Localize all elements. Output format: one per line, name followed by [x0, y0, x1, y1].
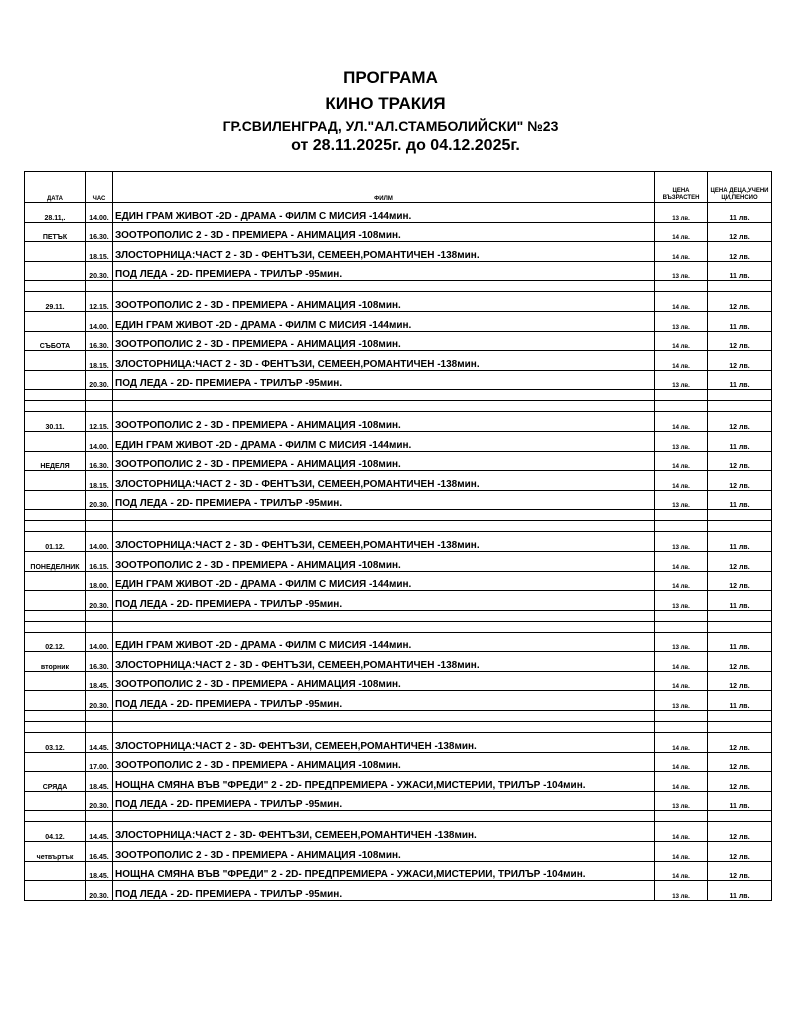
date-cell: [25, 691, 86, 711]
price-child-cell: 11 лв.: [708, 203, 772, 223]
time-cell: 18.45.: [86, 772, 113, 792]
table-row: [25, 691, 772, 711]
time-cell: 14.00.: [86, 632, 113, 652]
table-row: [25, 842, 772, 862]
price-adult-cell: [655, 401, 708, 412]
date-cell: [25, 752, 86, 772]
price-adult-cell: 14 лв.: [655, 551, 708, 571]
time-cell: [86, 401, 113, 412]
table-row: [25, 571, 772, 591]
table-row: [25, 811, 772, 822]
price-child-cell: 12 лв.: [708, 822, 772, 842]
price-adult-cell: [655, 510, 708, 521]
table-row: [25, 861, 772, 881]
date-cell: 04.12.: [25, 822, 86, 842]
price-adult-cell: [655, 621, 708, 632]
date-cell: [25, 431, 86, 451]
column-header-time: ЧАС: [86, 172, 113, 203]
time-cell: 16.30.: [86, 652, 113, 672]
date-cell: 28.11,.: [25, 203, 86, 223]
date-cell: [25, 490, 86, 510]
price-adult-cell: 13 лв.: [655, 261, 708, 281]
date-cell: [25, 861, 86, 881]
price-adult-cell: 14 лв.: [655, 671, 708, 691]
time-cell: [86, 811, 113, 822]
table-row: [25, 412, 772, 432]
price-adult-cell: 14 лв.: [655, 451, 708, 471]
film-cell: [113, 610, 655, 621]
price-adult-cell: 13 лв.: [655, 591, 708, 611]
price-adult-cell: 14 лв.: [655, 861, 708, 881]
cinema-name: КИНО ТРАКИЯ: [325, 94, 446, 113]
film-cell: НОЩНА СМЯНА ВЪВ "ФРЕДИ" 2 - 2D- ПРЕДПРЕМИЕРА - УЖАСИ,МИСТЕРИИ, ТРИЛЪР -104мин.: [113, 861, 655, 881]
time-cell: 12.15.: [86, 412, 113, 432]
date-cell: [25, 242, 86, 262]
price-child-cell: 11 лв.: [708, 431, 772, 451]
table-row: [25, 242, 772, 262]
table-row: [25, 401, 772, 412]
date-cell: 02.12.: [25, 632, 86, 652]
table-row: [25, 591, 772, 611]
film-cell: ЗООТРОПОЛИС 2 - 3D - ПРЕМИЕРА - АНИМАЦИЯ -108мин.: [113, 292, 655, 312]
time-cell: 18.15.: [86, 351, 113, 371]
price-adult-cell: 13 лв.: [655, 203, 708, 223]
price-adult-cell: [655, 281, 708, 292]
film-cell: ЗООТРОПОЛИС 2 - 3D - ПРЕМИЕРА - АНИМАЦИЯ -108мин.: [113, 842, 655, 862]
table-row: [25, 281, 772, 292]
price-adult-cell: 13 лв.: [655, 632, 708, 652]
price-child-cell: 12 лв.: [708, 351, 772, 371]
table-row: [25, 311, 772, 331]
time-cell: [86, 621, 113, 632]
price-child-cell: 12 лв.: [708, 571, 772, 591]
time-cell: [86, 281, 113, 292]
date-cell: [25, 571, 86, 591]
column-header-film: ФИЛМ: [113, 172, 655, 203]
date-cell: [25, 610, 86, 621]
price-adult-cell: 14 лв.: [655, 822, 708, 842]
price-child-cell: [708, 401, 772, 412]
film-cell: ЗЛОСТОРНИЦА:ЧАСТ 2 - 3D - ФЕНТЪЗИ, СЕМЕЕН,РОМАНТИЧЕН -138мин.: [113, 242, 655, 262]
film-cell: [113, 281, 655, 292]
date-cell: [25, 711, 86, 722]
table-row: [25, 733, 772, 753]
table-row: [25, 222, 772, 242]
table-row: [25, 471, 772, 491]
date-cell: [25, 261, 86, 281]
film-cell: ЗЛОСТОРНИЦА:ЧАСТ 2 - 3D - ФЕНТЪЗИ, СЕМЕЕН,РОМАНТИЧЕН -138мин.: [113, 532, 655, 552]
table-row: [25, 791, 772, 811]
film-cell: ЗЛОСТОРНИЦА:ЧАСТ 2 - 3D - ФЕНТЪЗИ, СЕМЕЕН,РОМАНТИЧЕН -138мин.: [113, 351, 655, 371]
table-row: [25, 331, 772, 351]
price-adult-cell: 14 лв.: [655, 571, 708, 591]
price-adult-cell: 14 лв.: [655, 412, 708, 432]
price-child-cell: [708, 722, 772, 733]
time-cell: 20.30.: [86, 261, 113, 281]
time-cell: [86, 711, 113, 722]
price-child-cell: [708, 711, 772, 722]
film-cell: ПОД ЛЕДА - 2D- ПРЕМИЕРА - ТРИЛЪР -95мин.: [113, 791, 655, 811]
price-child-cell: 12 лв.: [708, 292, 772, 312]
price-adult-cell: 14 лв.: [655, 471, 708, 491]
film-cell: ЕДИН ГРАМ ЖИВОТ -2D - ДРАМА - ФИЛМ С МИСИЯ -144мин.: [113, 632, 655, 652]
date-cell: [25, 722, 86, 733]
time-cell: 18.45.: [86, 671, 113, 691]
date-cell: четвъртък: [25, 842, 86, 862]
table-row: [25, 292, 772, 312]
table-row: [25, 532, 772, 552]
film-cell: ПОД ЛЕДА - 2D- ПРЕМИЕРА - ТРИЛЪР -95мин.: [113, 591, 655, 611]
time-cell: 16.30.: [86, 331, 113, 351]
date-cell: [25, 311, 86, 331]
film-cell: ЗООТРОПОЛИС 2 - 3D - ПРЕМИЕРА - АНИМАЦИЯ -108мин.: [113, 752, 655, 772]
column-header-date: ДАТА: [25, 172, 86, 203]
date-cell: [25, 791, 86, 811]
film-cell: ЗООТРОПОЛИС 2 - 3D - ПРЕМИЕРА - АНИМАЦИЯ -108мин.: [113, 671, 655, 691]
price-child-cell: [708, 510, 772, 521]
time-cell: 14.45.: [86, 733, 113, 753]
time-cell: 18.15.: [86, 471, 113, 491]
price-adult-cell: [655, 722, 708, 733]
table-row: [25, 261, 772, 281]
price-child-cell: [708, 390, 772, 401]
date-cell: [25, 591, 86, 611]
date-cell: [25, 401, 86, 412]
table-row: [25, 822, 772, 842]
price-child-cell: 12 лв.: [708, 752, 772, 772]
time-cell: [86, 510, 113, 521]
table-row: [25, 652, 772, 672]
table-row: [25, 621, 772, 632]
film-cell: ЗООТРОПОЛИС 2 - 3D - ПРЕМИЕРА - АНИМАЦИЯ -108мин.: [113, 412, 655, 432]
date-cell: 29.11.: [25, 292, 86, 312]
time-cell: [86, 610, 113, 621]
film-cell: [113, 722, 655, 733]
time-cell: 20.30.: [86, 490, 113, 510]
table-row: [25, 722, 772, 733]
price-adult-cell: [655, 610, 708, 621]
table-row: [25, 370, 772, 390]
table-row: [25, 632, 772, 652]
table-row: [25, 772, 772, 792]
date-cell: [25, 351, 86, 371]
price-adult-cell: 14 лв.: [655, 652, 708, 672]
date-cell: [25, 510, 86, 521]
table-row: [25, 351, 772, 371]
schedule-period: от 28.11.2025г. до 04.12.2025г.: [291, 137, 520, 154]
film-cell: ЗООТРОПОЛИС 2 - 3D - ПРЕМИЕРА - АНИМАЦИЯ -108мин.: [113, 222, 655, 242]
price-adult-cell: 13 лв.: [655, 311, 708, 331]
price-child-cell: 12 лв.: [708, 331, 772, 351]
film-cell: [113, 510, 655, 521]
price-adult-cell: 13 лв.: [655, 791, 708, 811]
price-child-cell: 12 лв.: [708, 451, 772, 471]
price-adult-cell: 14 лв.: [655, 772, 708, 792]
time-cell: 14.00.: [86, 203, 113, 223]
price-adult-cell: 14 лв.: [655, 292, 708, 312]
date-cell: [25, 881, 86, 901]
time-cell: 14.00.: [86, 431, 113, 451]
price-child-cell: 12 лв.: [708, 412, 772, 432]
film-cell: ПОД ЛЕДА - 2D- ПРЕМИЕРА - ТРИЛЪР -95мин.: [113, 261, 655, 281]
price-child-cell: 12 лв.: [708, 733, 772, 753]
date-cell: НЕДЕЛЯ: [25, 451, 86, 471]
price-adult-cell: 14 лв.: [655, 733, 708, 753]
date-cell: СРЯДА: [25, 772, 86, 792]
price-adult-cell: [655, 711, 708, 722]
table-row: [25, 551, 772, 571]
price-child-cell: 11 лв.: [708, 370, 772, 390]
time-cell: 18.15.: [86, 242, 113, 262]
film-cell: [113, 621, 655, 632]
film-cell: ЗООТРОПОЛИС 2 - 3D - ПРЕМИЕРА - АНИМАЦИЯ -108мин.: [113, 551, 655, 571]
price-child-cell: 11 лв.: [708, 691, 772, 711]
time-cell: 16.45.: [86, 842, 113, 862]
price-adult-cell: 13 лв.: [655, 881, 708, 901]
date-cell: ПОНЕДЕЛНИК: [25, 551, 86, 571]
price-child-cell: 11 лв.: [708, 490, 772, 510]
table-header-row: [25, 172, 772, 203]
price-child-cell: [708, 281, 772, 292]
time-cell: 16.30.: [86, 451, 113, 471]
time-cell: 20.30.: [86, 691, 113, 711]
table-row: [25, 431, 772, 451]
table-row: [25, 610, 772, 621]
time-cell: 12.15.: [86, 292, 113, 312]
price-adult-cell: [655, 811, 708, 822]
table-row: [25, 881, 772, 901]
price-adult-cell: [655, 390, 708, 401]
date-cell: [25, 671, 86, 691]
time-cell: 17.00.: [86, 752, 113, 772]
film-cell: [113, 711, 655, 722]
price-adult-cell: 14 лв.: [655, 842, 708, 862]
price-child-cell: [708, 521, 772, 532]
time-cell: 20.30.: [86, 591, 113, 611]
time-cell: 20.30.: [86, 370, 113, 390]
time-cell: 14.45.: [86, 822, 113, 842]
film-cell: ЗООТРОПОЛИС 2 - 3D - ПРЕМИЕРА - АНИМАЦИЯ -108мин.: [113, 451, 655, 471]
price-child-cell: 11 лв.: [708, 532, 772, 552]
film-cell: ПОД ЛЕДА - 2D- ПРЕМИЕРА - ТРИЛЪР -95мин.: [113, 691, 655, 711]
table-row: [25, 510, 772, 521]
date-cell: вторник: [25, 652, 86, 672]
film-cell: ЗЛОСТОРНИЦА:ЧАСТ 2 - 3D - ФЕНТЪЗИ, СЕМЕЕН,РОМАНТИЧЕН -138мин.: [113, 471, 655, 491]
column-header-price-child: ЦЕНА ДЕЦА,УЧЕНИ ЦИ,ПЕНСИО: [708, 172, 772, 203]
film-cell: ПОД ЛЕДА - 2D- ПРЕМИЕРА - ТРИЛЪР -95мин.: [113, 370, 655, 390]
price-child-cell: 12 лв.: [708, 652, 772, 672]
time-cell: [86, 521, 113, 532]
price-child-cell: [708, 610, 772, 621]
date-cell: [25, 521, 86, 532]
column-header-price-adult: ЦЕНА ВЪЗРАСТЕН: [655, 172, 708, 203]
price-adult-cell: 13 лв.: [655, 370, 708, 390]
film-cell: ЗЛОСТОРНИЦА:ЧАСТ 2 - 3D- ФЕНТЪЗИ, СЕМЕЕН,РОМАНТИЧЕН -138мин.: [113, 822, 655, 842]
table-row: [25, 451, 772, 471]
date-cell: [25, 390, 86, 401]
film-cell: ЗЛОСТОРНИЦА:ЧАСТ 2 - 3D- ФЕНТЪЗИ, СЕМЕЕН,РОМАНТИЧЕН -138мин.: [113, 733, 655, 753]
date-cell: 03.12.: [25, 733, 86, 753]
date-cell: 01.12.: [25, 532, 86, 552]
table-row: [25, 490, 772, 510]
price-child-cell: 11 лв.: [708, 261, 772, 281]
price-child-cell: 12 лв.: [708, 471, 772, 491]
film-cell: ЕДИН ГРАМ ЖИВОТ -2D - ДРАМА - ФИЛМ С МИСИЯ -144мин.: [113, 571, 655, 591]
price-adult-cell: 14 лв.: [655, 331, 708, 351]
table-row: [25, 752, 772, 772]
price-child-cell: 11 лв.: [708, 591, 772, 611]
price-child-cell: 11 лв.: [708, 311, 772, 331]
film-cell: ПОД ЛЕДА - 2D- ПРЕМИЕРА - ТРИЛЪР -95мин.: [113, 881, 655, 901]
price-adult-cell: 13 лв.: [655, 691, 708, 711]
film-cell: ПОД ЛЕДА - 2D- ПРЕМИЕРА - ТРИЛЪР -95мин.: [113, 490, 655, 510]
time-cell: 18.45.: [86, 861, 113, 881]
date-cell: СЪБОТА: [25, 331, 86, 351]
date-cell: 30.11.: [25, 412, 86, 432]
film-cell: ЕДИН ГРАМ ЖИВОТ -2D - ДРАМА - ФИЛМ С МИСИЯ -144мин.: [113, 311, 655, 331]
price-child-cell: [708, 621, 772, 632]
price-adult-cell: [655, 521, 708, 532]
price-child-cell: 12 лв.: [708, 842, 772, 862]
date-cell: ПЕТЪК: [25, 222, 86, 242]
cinema-address: ГР.СВИЛЕНГРАД, УЛ."АЛ.СТАМБОЛИЙСКИ" №23: [222, 118, 559, 134]
film-cell: [113, 521, 655, 532]
price-child-cell: 12 лв.: [708, 671, 772, 691]
price-child-cell: 12 лв.: [708, 772, 772, 792]
table-row: [25, 390, 772, 401]
price-child-cell: 11 лв.: [708, 791, 772, 811]
table-row: [25, 671, 772, 691]
price-child-cell: 12 лв.: [708, 861, 772, 881]
time-cell: 18.00.: [86, 571, 113, 591]
time-cell: 16.15.: [86, 551, 113, 571]
table-row: [25, 203, 772, 223]
price-adult-cell: 13 лв.: [655, 490, 708, 510]
price-adult-cell: 14 лв.: [655, 351, 708, 371]
date-cell: [25, 471, 86, 491]
time-cell: [86, 390, 113, 401]
price-adult-cell: 13 лв.: [655, 431, 708, 451]
price-child-cell: [708, 811, 772, 822]
time-cell: [86, 722, 113, 733]
film-cell: [113, 390, 655, 401]
film-cell: ЕДИН ГРАМ ЖИВОТ -2D - ДРАМА - ФИЛМ С МИСИЯ -144мин.: [113, 431, 655, 451]
price-adult-cell: 13 лв.: [655, 532, 708, 552]
date-cell: [25, 621, 86, 632]
table-row: [25, 521, 772, 532]
film-cell: ЗЛОСТОРНИЦА:ЧАСТ 2 - 3D - ФЕНТЪЗИ, СЕМЕЕН,РОМАНТИЧЕН -138мин.: [113, 652, 655, 672]
price-child-cell: 12 лв.: [708, 222, 772, 242]
price-adult-cell: 14 лв.: [655, 222, 708, 242]
time-cell: 14.00.: [86, 311, 113, 331]
price-adult-cell: 14 лв.: [655, 242, 708, 262]
table-row: [25, 711, 772, 722]
date-cell: [25, 370, 86, 390]
schedule-table: [24, 171, 772, 901]
time-cell: 20.30.: [86, 881, 113, 901]
time-cell: 20.30.: [86, 791, 113, 811]
price-child-cell: 12 лв.: [708, 551, 772, 571]
film-cell: [113, 811, 655, 822]
page-title: ПРОГРАМА: [343, 68, 438, 87]
price-child-cell: 12 лв.: [708, 242, 772, 262]
time-cell: 14.00.: [86, 532, 113, 552]
time-cell: 16.30.: [86, 222, 113, 242]
date-cell: [25, 281, 86, 292]
film-cell: ЗООТРОПОЛИС 2 - 3D - ПРЕМИЕРА - АНИМАЦИЯ -108мин.: [113, 331, 655, 351]
film-cell: [113, 401, 655, 412]
film-cell: ЕДИН ГРАМ ЖИВОТ -2D - ДРАМА - ФИЛМ С МИСИЯ -144мин.: [113, 203, 655, 223]
date-cell: [25, 811, 86, 822]
price-child-cell: 11 лв.: [708, 632, 772, 652]
film-cell: НОЩНА СМЯНА ВЪВ "ФРЕДИ" 2 - 2D- ПРЕДПРЕМИЕРА - УЖАСИ,МИСТЕРИИ, ТРИЛЪР -104мин.: [113, 772, 655, 792]
price-adult-cell: 14 лв.: [655, 752, 708, 772]
price-child-cell: 11 лв.: [708, 881, 772, 901]
